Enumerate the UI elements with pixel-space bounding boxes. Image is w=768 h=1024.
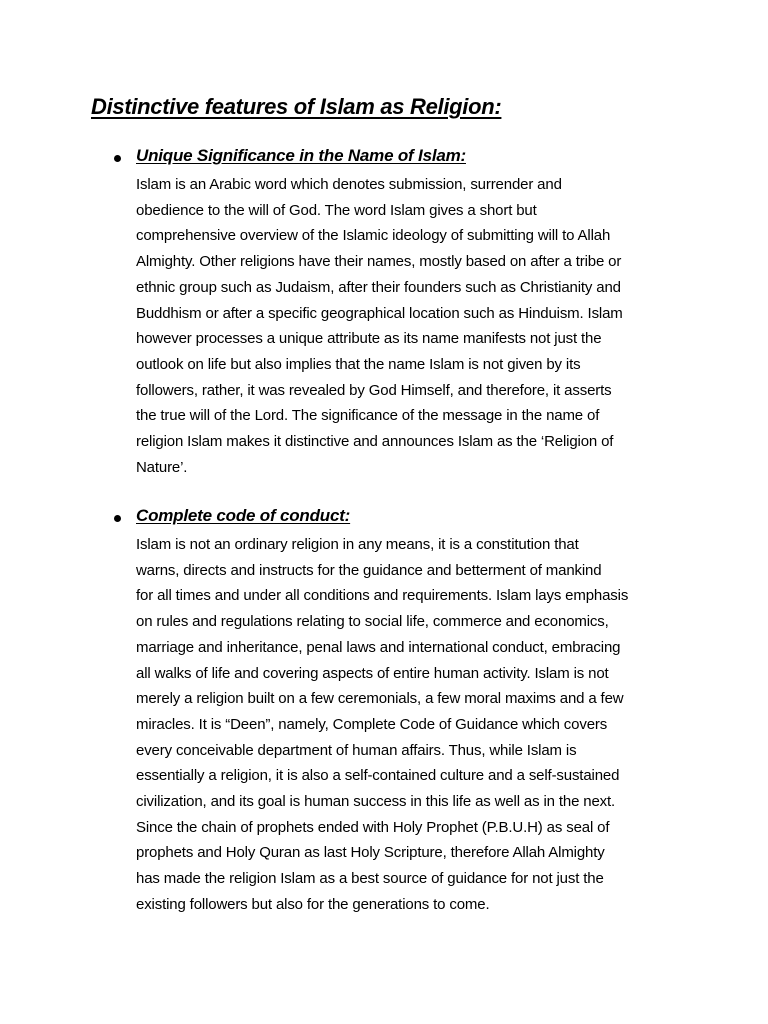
- body-line: civilization, and its goal is human success in this life as well as in the next.: [136, 793, 616, 811]
- body-line: religion Islam makes it distinctive and announces Islam as the ‘Religion of: [136, 433, 614, 451]
- body-line: however processes a unique attribute as its name manifests not just the: [136, 330, 602, 348]
- bullet-icon: [114, 515, 121, 522]
- section-heading: Complete code of conduct:: [136, 506, 351, 525]
- body-line: Almighty. Other religions have their names, mostly based on after a tribe or: [136, 253, 622, 271]
- page-title: Distinctive features of Islam as Religion:: [91, 94, 502, 119]
- body-line: Since the chain of prophets ended with Holy Prophet (P.B.U.H) as seal of: [136, 818, 610, 836]
- body-line: comprehensive overview of the Islamic ideology of submitting will to Allah: [136, 227, 611, 245]
- body-line: marriage and inheritance, penal laws and international conduct, embracing: [136, 638, 621, 656]
- bullet-icon: [114, 155, 121, 162]
- body-line: on rules and regulations relating to social life, commerce and economics,: [136, 613, 609, 631]
- body-line: essentially a religion, it is also a self-contained culture and a self-sustained: [136, 767, 620, 785]
- body-line: existing followers but also for the generations to come.: [136, 895, 490, 913]
- body-line: ethnic group such as Judaism, after their founders such as Christianity and: [136, 278, 621, 296]
- body-line: has made the religion Islam as a best source of guidance for not just the: [136, 870, 604, 888]
- body-line: Islam is not an ordinary religion in any means, it is a constitution that: [136, 536, 579, 553]
- section-heading: Unique Significance in the Name of Islam:: [136, 146, 466, 165]
- body-line: for all times and under all conditions and requirements. Islam lays emphasis: [136, 587, 629, 605]
- body-line: Buddhism or after a specific geographical location such as Hinduism. Islam: [136, 304, 623, 322]
- body-line: merely a religion built on a few ceremonials, a few moral maxims and a few: [136, 690, 624, 708]
- section-body: [136, 172, 623, 480]
- body-line: all walks of life and covering aspects of entire human activity. Islam is not: [136, 664, 609, 682]
- body-line: the true will of the Lord. The significance of the message in the name of: [136, 407, 600, 425]
- body-line: obedience to the will of God. The word Islam gives a short but: [136, 201, 537, 219]
- body-line: outlook on life but also implies that the name Islam is not given by its: [136, 355, 581, 373]
- body-line: every conceivable department of human affairs. Thus, while Islam is: [136, 741, 577, 759]
- body-line: Nature’.: [136, 458, 188, 476]
- body-line: Islam is an Arabic word which denotes submission, surrender and: [136, 176, 562, 193]
- body-line: miracles. It is “Deen”, namely, Complete Code of Guidance which covers: [136, 715, 608, 733]
- body-line: prophets and Holy Quran as last Holy Scripture, therefore Allah Almighty: [136, 844, 605, 862]
- body-line: warns, directs and instructs for the guidance and betterment of mankind: [136, 561, 602, 579]
- section-body: [136, 532, 628, 918]
- body-line: followers, rather, it was revealed by God Himself, and therefore, it asserts: [136, 381, 612, 399]
